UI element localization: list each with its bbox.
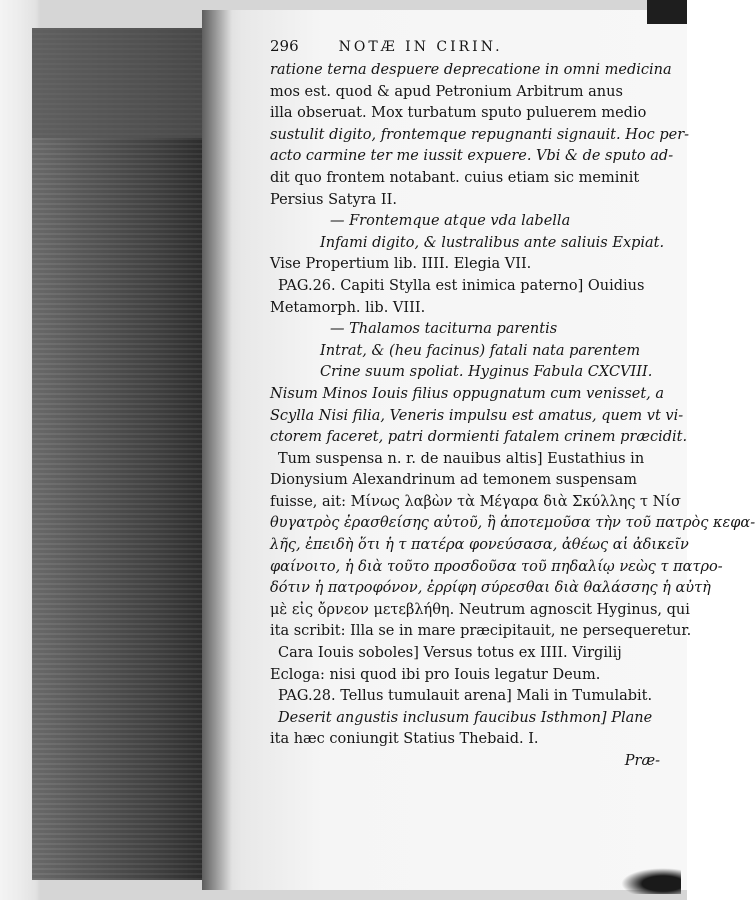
verse-line: Intrat, & (heu facinus) fatali nata parentem	[320, 342, 641, 359]
greek-line: λῆς, ἐπειδὴ ὅτι ἡ τ πατέρα φονεύσασα, ἀθέως αἱ ἀδικεῖν	[270, 537, 689, 554]
greek-line: δότιν ἡ πατροφόνον, ἐρρίφη σύρεσθαι διὰ θαλάσσης ἡ αὐτὴ	[270, 580, 711, 597]
running-title: NOTÆ IN CIRIN.	[338, 39, 503, 55]
text-line: Ecloga: nisi quod ibi pro Iouis legatur Deum.	[270, 666, 601, 683]
text-line: ita hæc coniungit Statius Thebaid. I.	[270, 731, 539, 748]
verse-line: — Thalamos taciturna parentis	[330, 321, 558, 338]
text-line: ratione terna despuere deprecatione in omni medicina	[270, 62, 672, 78]
text-line: Vise Propertium lib. IIII. Elegia VII.	[270, 256, 532, 273]
scan-corner	[647, 0, 687, 24]
text-line: Nisum Minos Iouis filius oppugnatum cum venisset, a	[270, 385, 665, 402]
text-line: Scylla Nisi filia, Veneris impulsu est amatus, quem vt vi-	[270, 407, 684, 424]
scan-smudge	[621, 868, 681, 894]
text-line: PAG.26. Capiti Stylla est inimica paterno] Ouidius	[278, 277, 645, 294]
greek-line: θυγατρὸς ἐρασθείσης αὐτοῦ, ἣ ἀποτεμοῦσα τὴν τοῦ πατρὸς κεφα-	[270, 515, 755, 532]
text-line: Deserit angustis inclusum faucibus Isthmon] Plane	[278, 709, 653, 726]
text-line: Persius Satyra II.	[270, 191, 397, 208]
text-line: Dionysium Alexandrinum ad temonem suspensam	[270, 472, 637, 489]
text-line: Cara Iouis soboles] Versus totus ex IIII. Virgilij	[278, 645, 622, 662]
verse-line: Infami digito, & lustralibus ante saliuis Expiat.	[320, 234, 665, 251]
greek-line: φαίνοιτο, ἡ διὰ τοῦτο προσδοῦσα τοῦ πηδαλίῳ νεὼς τ πατρο-	[270, 558, 723, 575]
text-line: sustulit digito, frontemque repugnanti signauit. Hoc per-	[270, 126, 690, 143]
verse-line: — Frontemque atque vda labella	[330, 213, 571, 230]
catchword: Præ-	[624, 753, 660, 769]
text-line: PAG.28. Tellus tumulauit arena] Mali in Tumulabit.	[278, 688, 653, 705]
running-header	[270, 36, 670, 60]
text-line: acto carmine ter me iussit expuere. Vbi & de sputo ad-	[270, 148, 674, 165]
text-line: mos est. quod & apud Petronium Arbitrum anus	[270, 83, 623, 100]
text-line: μὲ εἰς ὄρνεον μετεβλήθη. Neutrum agnoscit Hyginus, qui	[270, 601, 690, 618]
text-line: dit quo frontem notabant. cuius etiam sic meminit	[270, 169, 640, 186]
text-line: ita scribit: Illa se in mare præcipitauit, ne persequeretur.	[270, 623, 692, 640]
left-page-edge	[32, 28, 208, 880]
text-line: Tum suspensa n. r. de nauibus altis] Eustathius in	[278, 450, 645, 467]
text-line: Metamorph. lib. VIII.	[270, 299, 426, 316]
verse-line: Crine suum spoliat. Hyginus Fabula CXCVIII.	[320, 364, 653, 381]
left-page-edge-top	[32, 28, 204, 138]
text-line: ctorem faceret, patri dormienti fatalem crinem præcidit.	[270, 429, 688, 446]
text-line: fuisse, ait: Μίνως λαβὼν τὰ Μέγαρα διὰ Σκύλλης τ Νίσ	[270, 493, 681, 510]
text-line: illa obseruat. Mox turbatum sputo puluerem medio	[270, 105, 647, 122]
page-text	[270, 36, 755, 773]
page-number: 296	[270, 37, 299, 55]
gutter-shadow	[202, 10, 232, 890]
